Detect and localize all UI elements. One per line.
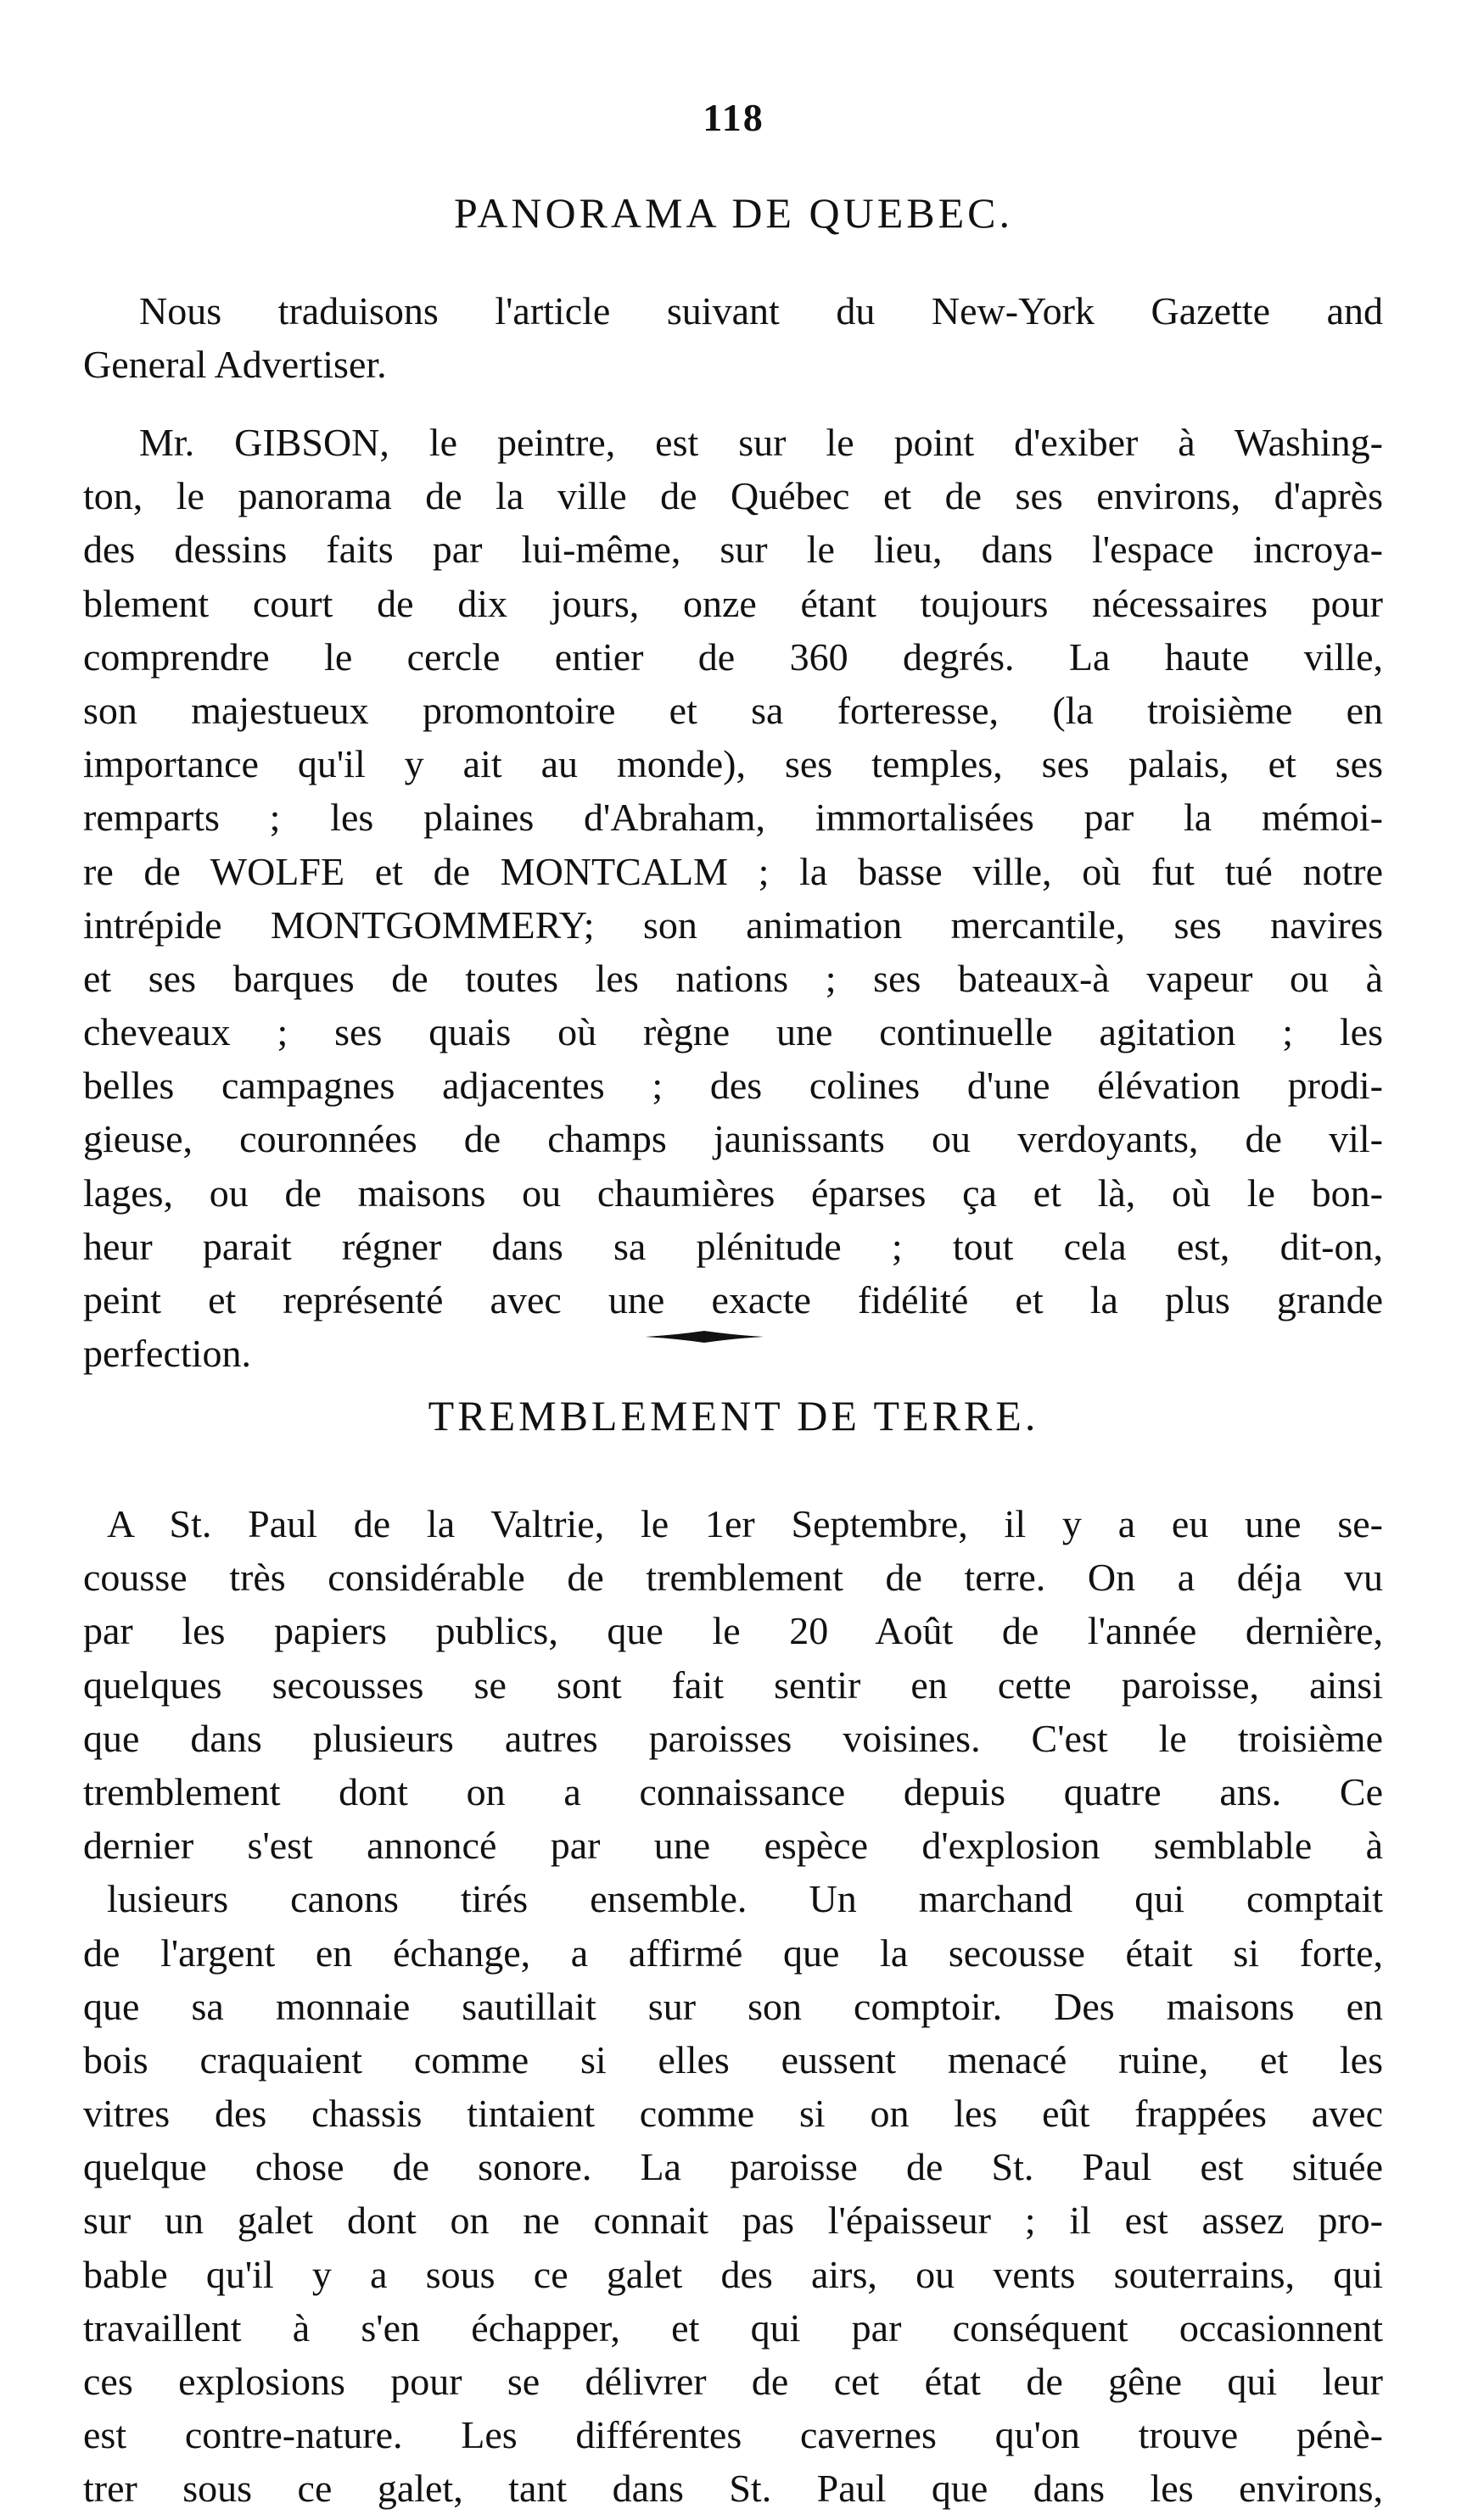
text-line: ces explosions pour se délivrer de cet état de gêne qui leur (83, 2360, 1383, 2403)
text-line: blement court de dix jours, onze étant toujours nécessaires pour (83, 581, 1383, 625)
text-line: que dans plusieurs autres paroisses voisines. C'est le troisième (83, 1716, 1383, 1760)
text-line: ton, le panorama de la ville de Québec et de ses environs, d'après (83, 474, 1383, 518)
text-line: trer sous ce galet, tant dans St. Paul que dans les environs, (83, 2467, 1383, 2511)
text-line: et ses barques de toutes les nations ; ses bateaux-à vapeur ou à (83, 956, 1383, 1000)
text-line: dernier s'est annoncé par une espèce d'explosion semblable à (83, 1824, 1383, 1868)
text-line: intrépide MONTGOMMERY; son animation mercantile, ses navires (83, 902, 1383, 947)
text-line: est contre-nature. Les différentes cavernes qu'on trouve pénè- (83, 2413, 1383, 2457)
text-line: belles campagnes adjacentes ; des colines d'une élévation prodi- (83, 1064, 1383, 1108)
text-line: General Advertiser. (83, 343, 387, 387)
section-heading-panorama: PANORAMA DE QUEBEC. (454, 189, 1013, 237)
text-line: sur un galet dont on ne connait pas l'épaisseur ; il est assez pro- (83, 2199, 1383, 2243)
text-line: perfection. (83, 1332, 251, 1376)
text-line: peint et représenté avec une exacte fidélité et la plus grande (83, 1278, 1383, 1321)
text-line: par les papiers publics, que le 20 Août de l'année dernière, (83, 1609, 1383, 1653)
text-line: des dessins faits par lui-même, sur le lieu, dans l'espace incroya- (83, 528, 1383, 572)
text-line: bable qu'il y a sous ce galet des airs, ou vents souterrains, qui (83, 2252, 1383, 2296)
text-line: de l'argent en échange, a affirmé que la secousse était si forte, (83, 1931, 1383, 1975)
text-line: Mr. GIBSON, le peintre, est sur le point d'exiber à Washing- (139, 421, 1383, 464)
page-number: 118 (703, 96, 764, 139)
panorama-paragraph (83, 416, 1383, 1380)
text-line: bois craquaient comme si elles eussent menacé ruine, et les (83, 2037, 1383, 2081)
text-line: quelques secousses se sont fait sentir en cette paroisse, ainsi (83, 1662, 1383, 1707)
intro-paragraph (83, 284, 1383, 391)
text-line: que sa monnaie sautillait sur son comptoir. Des maisons en (83, 1984, 1383, 2028)
text-line: gieuse, couronnées de champs jaunissants ou verdoyants, de vil- (83, 1117, 1383, 1161)
text-line: quelque chose de sonore. La paroisse de St. Paul est située (83, 2145, 1383, 2189)
text-line: tremblement dont on a connaissance depuis quatre ans. Ce (83, 1769, 1383, 1813)
section-heading-tremblement: TREMBLEMENT DE TERRE. (428, 1392, 1039, 1439)
text-line: Nous traduisons l'article suivant du New-York Gazette and (139, 289, 1383, 332)
text-line: son majestueux promontoire et sa forteresse, (la troisième en (83, 688, 1383, 732)
text-line: vitres des chassis tintaient comme si on les eût frappées avec (83, 2092, 1383, 2136)
text-line: travaillent à s'en échapper, et qui par conséquent occasionnent (83, 2305, 1383, 2350)
text-line: cousse très considérable de tremblement de terre. On a déja vu (83, 1556, 1383, 1600)
tremblement-paragraph (83, 1497, 1383, 2516)
text-line: lages, ou de maisons ou chaumières éparses ça et là, où le bon- (83, 1171, 1383, 1215)
text-line: lusieurs canons tirés ensemble. Un marchand qui comptait (107, 1877, 1383, 1921)
section-divider-ornament (645, 1330, 764, 1344)
text-line: comprendre le cercle entier de 360 degrés. La haute ville, (83, 634, 1383, 679)
text-line: heur parait régner dans sa plénitude ; tout cela est, dit-on, (83, 1224, 1383, 1268)
text-line: re de WOLFE et de MONTCALM ; la basse ville, où fut tué notre (83, 849, 1383, 893)
text-line: remparts ; les plaines d'Abraham, immortalisées par la mémoi- (83, 796, 1383, 840)
text-line: A St. Paul de la Valtrie, le 1er Septembre, il y a eu une se- (107, 1502, 1383, 1545)
text-line: importance qu'il y ait au monde), ses temples, ses palais, et ses (83, 742, 1383, 786)
text-line: cheveaux ; ses quais où règne une continuelle agitation ; les (83, 1010, 1383, 1054)
